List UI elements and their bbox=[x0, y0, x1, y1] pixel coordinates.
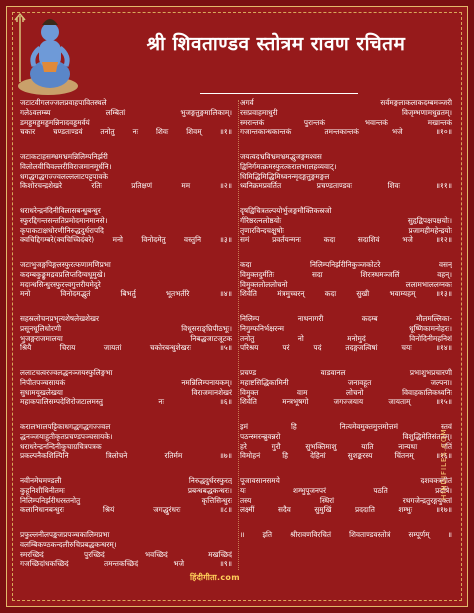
verse-line: किशोरचन्द्रशेखरे रतिः प्रतिक्षणं मम ॥२॥ bbox=[20, 181, 232, 191]
verse-line: दृषद्विचित्रतल्पयोर्भुजङ्गमौक्तिकस्रजो bbox=[240, 206, 332, 215]
verse-line: निलिम्प नाथनागरी कदम्ब मौलमल्लिका- bbox=[240, 314, 452, 323]
verse-line: कदम्बकुङ्कुमद्रवप्रलिप्तदिग्वधूमुखे। bbox=[20, 269, 106, 279]
page-title: श्री शिवताण्डव स्तोत्रम रावण रचितम bbox=[146, 33, 406, 55]
verse-line: महाकपालिसम्पदेशिरोजटालमस्तु नः ॥६॥ bbox=[20, 397, 232, 407]
verse-line: धगद्धगद्धगज्ज्वलल्ललाटपट्टपावके bbox=[20, 171, 108, 181]
verse-line: पठन्स्मरन्ब्रुवन्नरो विशुद्धिमेतिसंततम्। bbox=[240, 431, 452, 441]
stanza bbox=[20, 152, 232, 191]
verse-line: धिमिद्धिमिद्धिमिध्वनन्मृदङ्गतुङ्गमङ्गल bbox=[240, 171, 330, 181]
verse-line: कृपाकटाक्षधोरणीनिरुद्धदुर्धरापदि bbox=[20, 225, 104, 235]
verse-line: गजच्छिदांधकच्छिदं तमन्तकच्छिदं भजे ॥९॥ bbox=[20, 559, 232, 569]
verse-line: पूजावसानसमये दशवक्त्रगीतं bbox=[240, 476, 452, 485]
verse-line: प्रफुल्लनीलपङ्कजप्रपञ्चकालिमप्रभा bbox=[20, 530, 110, 539]
verse-line: प्रकल्पनैकशिल्पिनि त्रिलोचने रतिर्मम ॥७॥ bbox=[20, 451, 232, 461]
verse-line: तस्य स्थिरां रथगजेन्द्रतुरङ्गयुक्तां bbox=[240, 495, 452, 505]
verse-line: धराधरेन्द्रनन्दिनीकुचाग्रचित्रपत्रक bbox=[20, 441, 102, 451]
stanza bbox=[20, 260, 232, 299]
verse-line: प्रचण्ड वाडवानल प्रभाशुभप्रचारणी bbox=[240, 368, 452, 377]
shiva-illustration bbox=[12, 12, 84, 98]
verse-line: निलिम्पनिर्झरीधरस्तनोतु कृत्तिसिन्धुरः bbox=[20, 495, 232, 505]
verse-line: प्रसूनधूलिधोरणी विधूसराङ्घ्रिपीठभूः। bbox=[20, 323, 232, 333]
verse-line: स्मरच्छिदं पुरच्छिदं भवच्छिदं मखच्छिदं bbox=[20, 549, 232, 559]
verse-line: नवीनमेघमण्डली निरुद्धदुर्धरस्फुरत् bbox=[20, 476, 232, 485]
verse-line: जयत्वदभ्रविभ्रमभ्रमद्भुजङ्गमश्वस bbox=[240, 152, 322, 161]
verse-line: परिश्रय परं पदं तदङ्गजत्विषां चयः ॥१४॥ bbox=[240, 343, 452, 353]
stanza bbox=[20, 530, 232, 569]
verse-line: वलम्बिकण्ठकन्दलीरुचिप्रबद्धकन्धरम्। bbox=[20, 539, 117, 549]
brand-logo: हिंदीगीता.com bbox=[190, 573, 240, 582]
verse-line: निपीतपञ्चसायकं नमन्निलिम्पनायकम्। bbox=[20, 377, 232, 387]
title-underline bbox=[200, 93, 358, 94]
verse-line: द्धनञ्जयाहुतीकृतप्रचण्डपञ्चसायके। bbox=[20, 431, 113, 441]
stanza bbox=[240, 206, 452, 245]
verse-line: विमुक्तदुर्मतिः सदा शिरःस्थमञ्जलिं वहन्। bbox=[240, 269, 452, 279]
stanza bbox=[240, 368, 452, 407]
verse-line: लक्ष्मीं सदैव सुमुखिं प्रददाति शम्भुः ॥१७॥ bbox=[240, 505, 452, 515]
verse-line: विमुक्त वाम लोचनो विवाहकालिकध्वनिः bbox=[240, 387, 452, 397]
verse-line: मनो विनोदमद्भुतं बिभर्तु भूतभर्तरि ॥४॥ bbox=[20, 289, 232, 299]
verse-line: तृणारविन्दचक्षुषोः प्रजामहीमहेन्द्रयोः bbox=[240, 225, 452, 235]
verse-line: श्रियै चिराय जायतां चकोरबन्धुशेखरः ॥५॥ bbox=[20, 343, 232, 353]
verse-line: निगुम्फनिर्भक्षरन्म धूष्णिकामनोहरः। bbox=[240, 323, 452, 333]
verse-line: महाष्टसिद्धिकामिनी जनावहूत जल्पना। bbox=[240, 377, 452, 387]
verse-line: विलोलवीचिवल्लरीविराजमानमूर्धनि। bbox=[20, 161, 112, 171]
verse-line: मदान्धसिन्धुरस्फुरत्त्वगुत्तरीयमेदुरे bbox=[20, 279, 101, 289]
verse-line: अगर्व सर्वमङ्गलाकलाकदम्बमञ्जरी bbox=[240, 98, 452, 107]
verse-line: विमुक्तलोललोचनो ललामभाललग्नकः bbox=[240, 279, 452, 289]
verse-line: चकार चण्डताण्डवं तनोतु नः शिवः शिवम् ॥१॥ bbox=[20, 127, 232, 137]
verse-line: रसप्रवाहमाधुरी विजृम्भणामधुव्रतम्। bbox=[240, 107, 452, 117]
verse-line: स्मरान्तकं पुरान्तकं भवान्तकं मखान्तकं bbox=[240, 117, 452, 127]
stanza bbox=[240, 152, 452, 191]
verse-line: जटाभुजङ्गपिङ्गलस्फुरत्फणामणिप्रभा bbox=[20, 260, 111, 269]
verse-line: ध्वनिक्रमप्रवर्तित प्रचण्डताण्डवः शिवः ॥११॥ bbox=[240, 181, 452, 191]
verse-line: विमोहनं हि देहिनां सुशङ्करस्य चिंतनम् ॥१६॥ bbox=[240, 451, 452, 461]
verse-line: जटाकटाहसम्भ्रमभ्रमन्निलिम्पनिर्झरी bbox=[20, 152, 108, 161]
verse-line: यः शम्भुपूजनपरं पठति प्रदोषे। bbox=[240, 485, 452, 495]
verse-line: धराधरेन्द्रनंदिनीविलासबन्धुबन्धुर bbox=[20, 206, 101, 215]
verse-line: कुहूनिशीथिनीतमः प्रबन्धबद्धकन्धरः। bbox=[20, 485, 232, 495]
stanza bbox=[20, 314, 232, 353]
verse-line: द्विनिर्गमत्क्रमस्फुरत्करालभालहव्यवाट्। bbox=[240, 161, 337, 171]
verse-line: हरे गुरौ सुभक्तिमाशु याति नान्यथा गतिं bbox=[240, 441, 452, 451]
stanza bbox=[240, 530, 452, 540]
verse-line: कदा निलिम्पनिर्झरीनिकुञ्जकोटरे वसन् bbox=[240, 260, 452, 269]
verse-line: कलानिधानबन्धुरः श्रियं जगद्धुरंधरः ॥८॥ bbox=[20, 505, 232, 515]
verse-line: शिवेति मंत्रमुच्चरन् कदा सुखी भवाम्यहम् ॥१३॥ bbox=[240, 289, 452, 299]
stanza bbox=[20, 206, 232, 245]
verse-line: इमं हि नित्यमेवमुक्तमुत्तमोत्तमं स्तवं bbox=[240, 422, 452, 431]
verse-line: र्गरिष्ठरत्नलोष्ठयोः सुहृद्विपक्षपक्षयोः। bbox=[240, 215, 452, 225]
verse-line: क्वचिद्दिगम्बरे(क्वचिच्चिदंबरे) मनो विनोदमेतु वस्तुनि ॥३॥ bbox=[20, 235, 232, 245]
verse-line: ललाटचत्वरज्वलद्धनञ्जयस्फुलिङ्गभा bbox=[20, 368, 113, 377]
stanza bbox=[20, 422, 232, 461]
stanza bbox=[20, 368, 232, 407]
verse-line: करालभालपट्टिकाधगद्धगद्धगज्ज्वल bbox=[20, 422, 111, 431]
verse-line: भुजङ्गराजमालया निबद्धजाटजूटक bbox=[20, 333, 232, 343]
verse-line: सहस्रलोचनप्रभृत्यशेषलेखशेखर bbox=[20, 314, 99, 323]
verse-line: सुधामयूखलेखया विराजमानशेखरं bbox=[20, 387, 232, 397]
verse-line: गजान्तकान्धकान्तकं तमन्तकान्तकं भजे ॥१०॥ bbox=[240, 127, 452, 137]
stanza bbox=[240, 476, 452, 515]
stanza bbox=[20, 476, 232, 515]
stanza bbox=[240, 422, 452, 461]
stanza bbox=[240, 260, 452, 299]
verse-line: तनोतु नो मनोमुदं विनोदिनीमहनिशं bbox=[240, 333, 452, 343]
column-divider bbox=[238, 100, 239, 570]
verse-line: स्फुरद्दिगन्तसन्ततिप्रमोदमानमानसे। bbox=[20, 215, 108, 225]
verse-line: समं प्रवर्तयन्मनः कदा सदाशिवं भजे ॥१२॥ bbox=[240, 235, 452, 245]
verse-line: ॥ इति श्रीरावणविरचितं शिवताण्डवस्तोत्रं सम्पूर्णम् ॥ bbox=[240, 530, 452, 539]
stanza bbox=[240, 98, 452, 137]
verse-line: डमड्डमड्डमड्डमन्निनादवड्डमर्वयं bbox=[20, 117, 90, 127]
site-watermark: HINDIFILES.COM bbox=[440, 428, 448, 500]
verse-line: जटाटवीगलज्जलप्रवाहपावितस्थले bbox=[20, 98, 107, 107]
stanza bbox=[240, 314, 452, 353]
verse-line: गलेऽवलम्ब्य लम्बितां भुजङ्गतुङ्गमालिकाम्। bbox=[20, 107, 232, 117]
stanza bbox=[20, 98, 232, 137]
verse-line: शिवेति मन्त्रभूषगो जगज्जयाय जायताम् ॥१५॥ bbox=[240, 397, 452, 407]
